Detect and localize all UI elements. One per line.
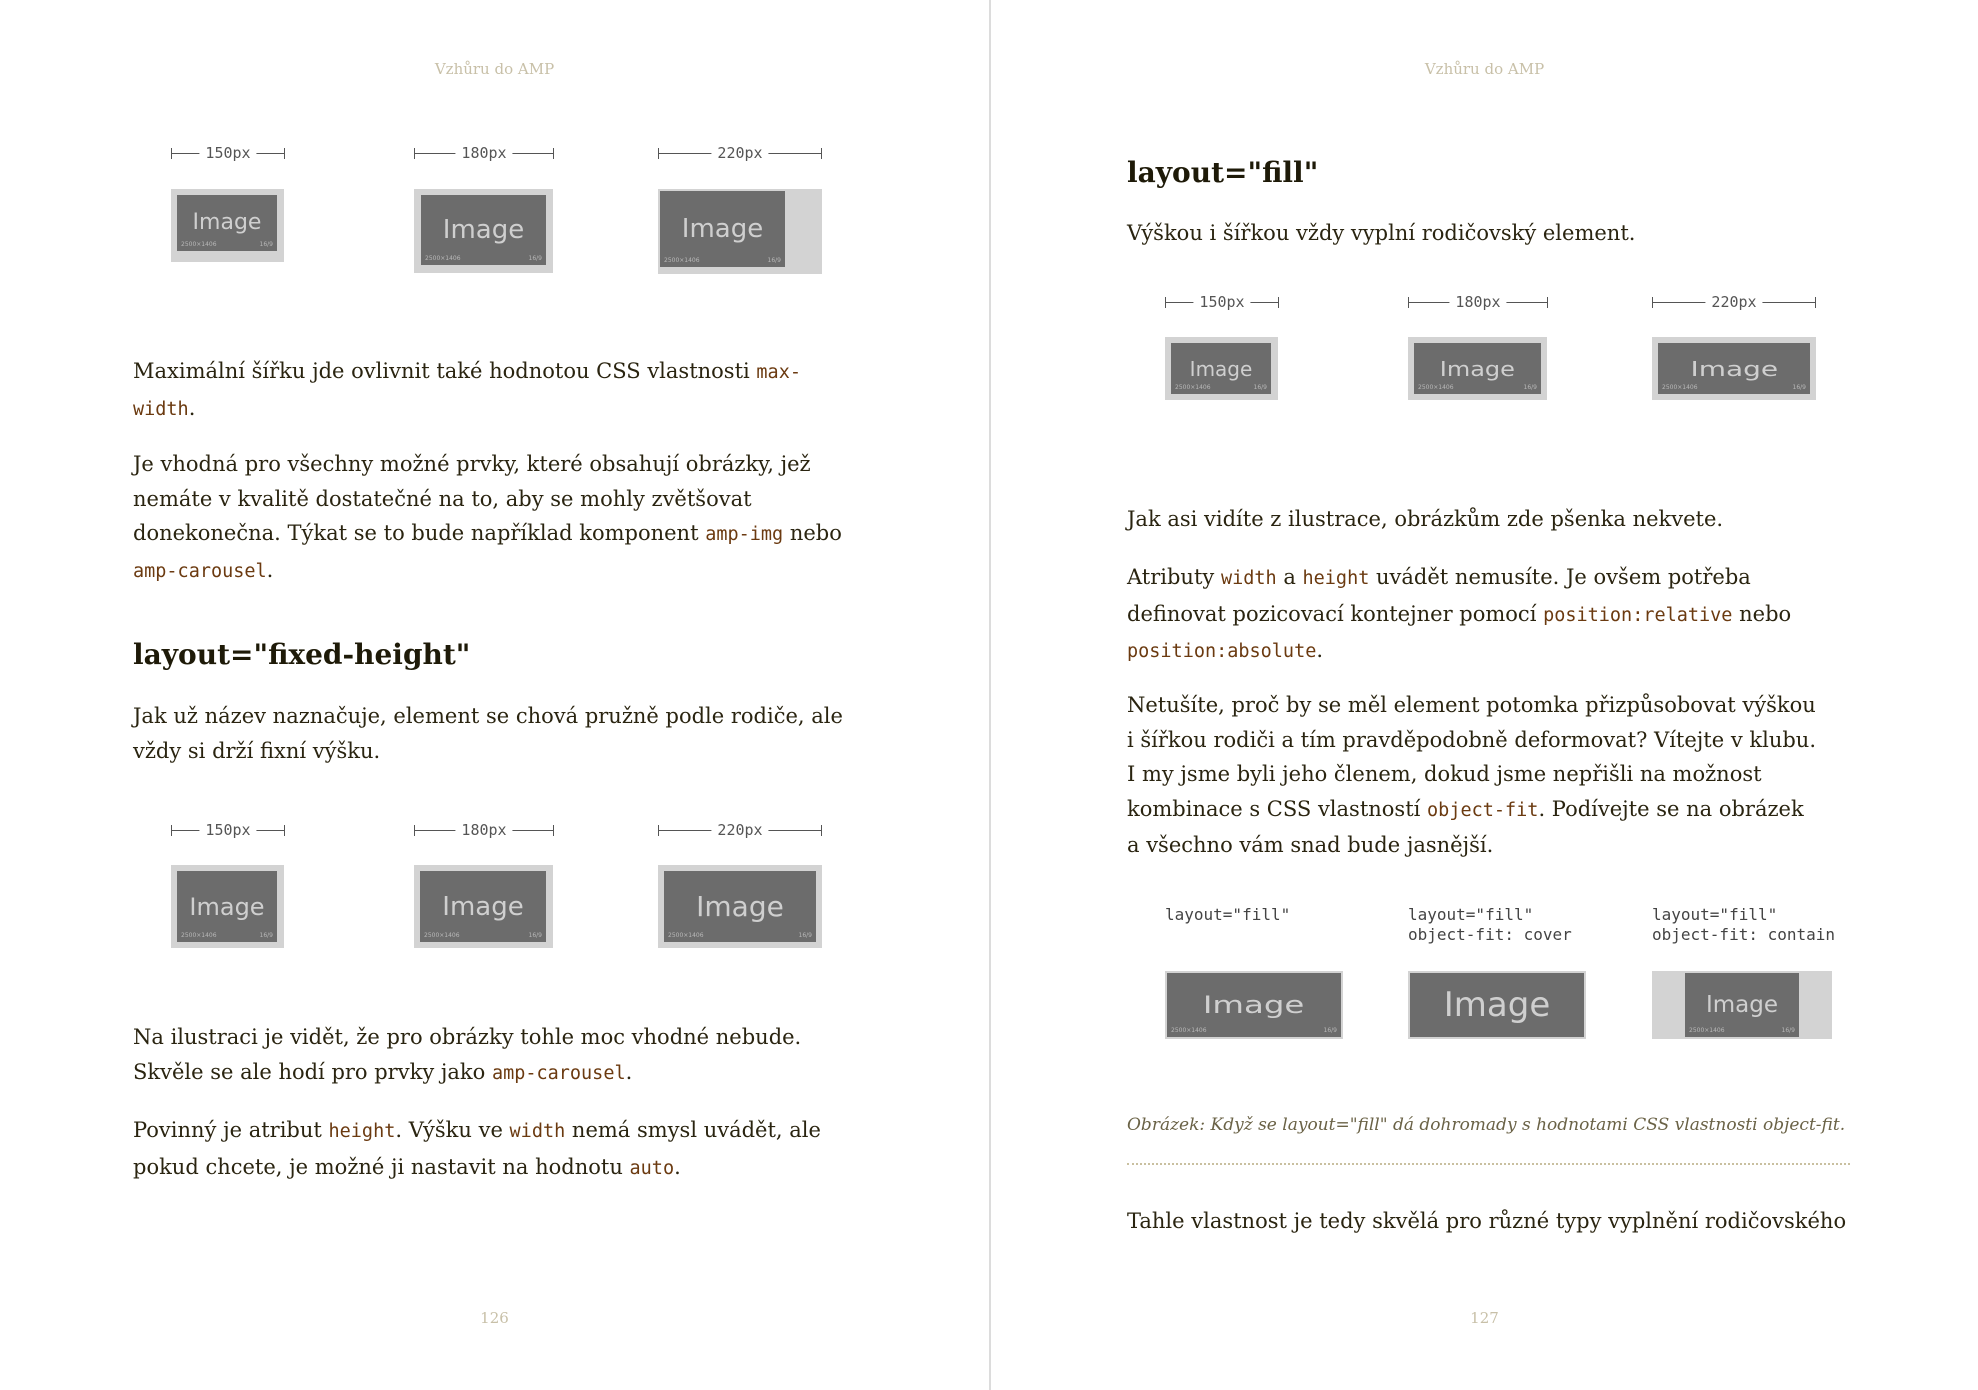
section-heading: layout="fixed-height" [133, 638, 471, 671]
text: nemáte v kvalitě dostatečné na to, aby se mohly zvětšovat [133, 486, 752, 511]
code-inline: object-fit [1427, 799, 1539, 821]
image-dims: 2500×1406 [664, 257, 700, 264]
figure-label: layout="fill" object-fit: cover [1408, 905, 1572, 944]
page-number: 127 [1470, 1309, 1499, 1327]
image-placeholder [1658, 343, 1810, 394]
width-measure [1408, 292, 1548, 312]
image-ratio: 16/9 [767, 257, 781, 264]
paragraph-attributes [1127, 560, 1791, 670]
width-label: 220px [711, 143, 768, 163]
page-number: 126 [480, 1309, 509, 1327]
running-head: Vzhůru do AMP [1424, 60, 1545, 78]
paragraph-object-fit [1127, 688, 1816, 863]
text: definovat pozicovací kontejner pomocí [1127, 601, 1544, 626]
width-label: 150px [199, 143, 256, 163]
code-inline: height [1302, 568, 1370, 589]
image-ratio: 16/9 [1781, 1027, 1795, 1034]
text: a všechno vám snad bude jasnější. [1127, 833, 1494, 857]
image-placeholder [1171, 343, 1271, 394]
width-label: 220px [711, 820, 768, 840]
image-dims: 2500×1406 [425, 255, 461, 262]
image-container [414, 865, 553, 948]
width-measure [1165, 292, 1279, 312]
image-placeholder [177, 871, 277, 942]
image-word: Image [189, 892, 265, 921]
text: Atributy [1127, 565, 1221, 589]
image-container [171, 189, 284, 262]
image-container [1408, 337, 1547, 400]
figure-label: layout="fill" object-fit: contain [1652, 905, 1836, 944]
text: nemá smysl uvádět, ale [565, 1118, 821, 1142]
image-placeholder [177, 195, 277, 251]
image-dims: 2500×1406 [1171, 1027, 1207, 1034]
text: nebo [1732, 601, 1792, 626]
text: . [1316, 638, 1324, 662]
image-container [1408, 971, 1586, 1039]
text: Maximální šířku jde ovlivnit také hodnotou CSS vlastnosti [133, 359, 757, 383]
image-ratio: 16/9 [528, 932, 542, 939]
image-container [414, 189, 553, 273]
code-inline: position:relative [1543, 604, 1733, 626]
text: . [188, 395, 196, 420]
image-container [1165, 971, 1343, 1039]
paragraph-conclusion: Tahle vlastnost je tedy skvělá pro různé typy vyplnění rodičovského [1127, 1209, 1847, 1233]
image-ratio: 16/9 [1253, 384, 1267, 391]
running-head: Vzhůru do AMP [434, 60, 555, 78]
image-container [658, 865, 822, 948]
image-word: Image [442, 215, 525, 245]
code-inline: auto [629, 1157, 675, 1179]
image-dims: 2500×1406 [1175, 384, 1211, 391]
section-heading: layout="fill" [1127, 156, 1319, 189]
width-measure [414, 820, 554, 840]
image-placeholder [664, 871, 816, 942]
image-dims: 2500×1406 [1662, 384, 1698, 391]
paragraph-illustration [133, 1020, 801, 1091]
image-word: Image [1690, 356, 1778, 381]
text: Netušíte, proč by se měl element potomka přizpůsobovat výškou [1127, 693, 1816, 717]
text: . [266, 557, 274, 582]
image-dims: 2500×1406 [1689, 1027, 1725, 1034]
width-label: 150px [199, 820, 256, 840]
width-measure [1652, 292, 1816, 312]
image-dims: 2500×1406 [668, 932, 704, 939]
text: Jak už název naznačuje, element se chová pružně podle rodiče, ale [133, 704, 843, 728]
text: I my jsme byli jeho členem, dokud jsme nepřišli na možnost [1127, 762, 1762, 786]
code-inline: height [328, 1121, 396, 1142]
width-measure [171, 143, 285, 163]
image-ratio: 16/9 [1792, 384, 1806, 391]
image-word: Image [1203, 991, 1305, 1019]
image-container [1652, 337, 1816, 400]
image-ratio: 16/9 [528, 255, 542, 262]
image-placeholder [420, 871, 546, 942]
paragraph-required [133, 1113, 821, 1186]
image-dims: 2500×1406 [181, 932, 217, 939]
image-dims: 2500×1406 [181, 241, 217, 248]
code-inline: amp-carousel [133, 560, 267, 582]
width-label: 220px [1705, 292, 1762, 312]
code-inline: position:absolute [1127, 641, 1317, 662]
caption-divider [1127, 1163, 1850, 1165]
width-label: 180px [455, 820, 512, 840]
text: Skvěle se ale hodí pro prvky jako [133, 1059, 492, 1084]
text: kombinace s CSS vlastností [1127, 796, 1428, 821]
image-word: Image [192, 210, 262, 235]
text: pokud chcete, je možné ji nastavit na hodnotu [133, 1154, 630, 1179]
right-page [990, 0, 1978, 1390]
text: Je vhodná pro všechny možné prvky, které obsahují obrázky, jež [133, 452, 811, 476]
figure-caption: Obrázek: Když se layout="fill" dá dohromady s hodnotami CSS vlastnosti object-fit. [1127, 1115, 1846, 1135]
image-word: Image [1189, 356, 1253, 381]
text: . Výšku ve [395, 1118, 510, 1142]
image-container [171, 865, 284, 948]
text: Povinný je atribut [133, 1118, 329, 1142]
image-word: Image [1443, 985, 1551, 1025]
image-container [658, 189, 822, 274]
image-container [1165, 337, 1278, 400]
width-measure [658, 820, 822, 840]
width-label: 180px [455, 143, 512, 163]
image-ratio: 16/9 [259, 241, 273, 248]
code-inline: max- [756, 362, 801, 383]
paragraph-suitability [133, 447, 842, 589]
width-measure [658, 143, 822, 163]
code-inline: amp-carousel [491, 1062, 626, 1084]
text: . [625, 1059, 633, 1084]
text: vždy si drží fixní výšku. [133, 738, 381, 763]
code-inline: width [509, 1121, 566, 1142]
width-label: 150px [1193, 292, 1250, 312]
code-inline: amp-img [705, 524, 784, 545]
text: Na ilustraci je vidět, že pro obrázky tohle moc vhodné nebude. [133, 1025, 802, 1049]
image-ratio: 16/9 [1323, 1027, 1337, 1034]
text: donekonečna. Týkat se to bude například komponent [133, 521, 706, 545]
text: uvádět nemusíte. Je ovšem potřeba [1369, 565, 1751, 589]
paragraph-max-width [133, 354, 801, 427]
image-container [1652, 971, 1832, 1039]
text: . [674, 1154, 681, 1179]
image-placeholder [1414, 343, 1541, 394]
code-inline: width [1220, 568, 1277, 589]
image-word: Image [1439, 356, 1516, 381]
image-placeholder [1167, 973, 1341, 1037]
paragraph-fixed-height [133, 699, 843, 768]
text: . Podívejte se na obrázek [1538, 796, 1804, 821]
text: a [1276, 565, 1303, 589]
text: nebo [783, 521, 842, 545]
text: i šířkou rodiči a tím pravděpodobně deformovat? Vítejte v klubu. [1127, 727, 1816, 752]
image-word: Image [1705, 991, 1779, 1018]
paragraph-fill: Výškou i šířkou vždy vyplní rodičovský element. [1127, 221, 1636, 245]
width-measure [414, 143, 554, 163]
image-word: Image [681, 214, 764, 244]
image-placeholder [660, 191, 785, 267]
image-word: Image [442, 891, 524, 922]
figure-label: layout="fill" [1165, 905, 1291, 924]
image-ratio: 16/9 [259, 932, 273, 939]
paragraph-illustration: Jak asi vidíte z ilustrace, obrázkům zde pšenka nekvete. [1127, 507, 1724, 531]
image-placeholder [421, 195, 546, 265]
code-inline: width [133, 398, 189, 420]
image-dims: 2500×1406 [424, 932, 460, 939]
image-dims: 2500×1406 [1418, 384, 1454, 391]
width-label: 180px [1449, 292, 1506, 312]
image-ratio: 16/9 [1523, 384, 1537, 391]
width-measure [171, 820, 285, 840]
image-ratio: 16/9 [798, 932, 812, 939]
image-placeholder [1685, 973, 1799, 1037]
image-word: Image [696, 889, 784, 923]
image-placeholder [1410, 973, 1584, 1037]
